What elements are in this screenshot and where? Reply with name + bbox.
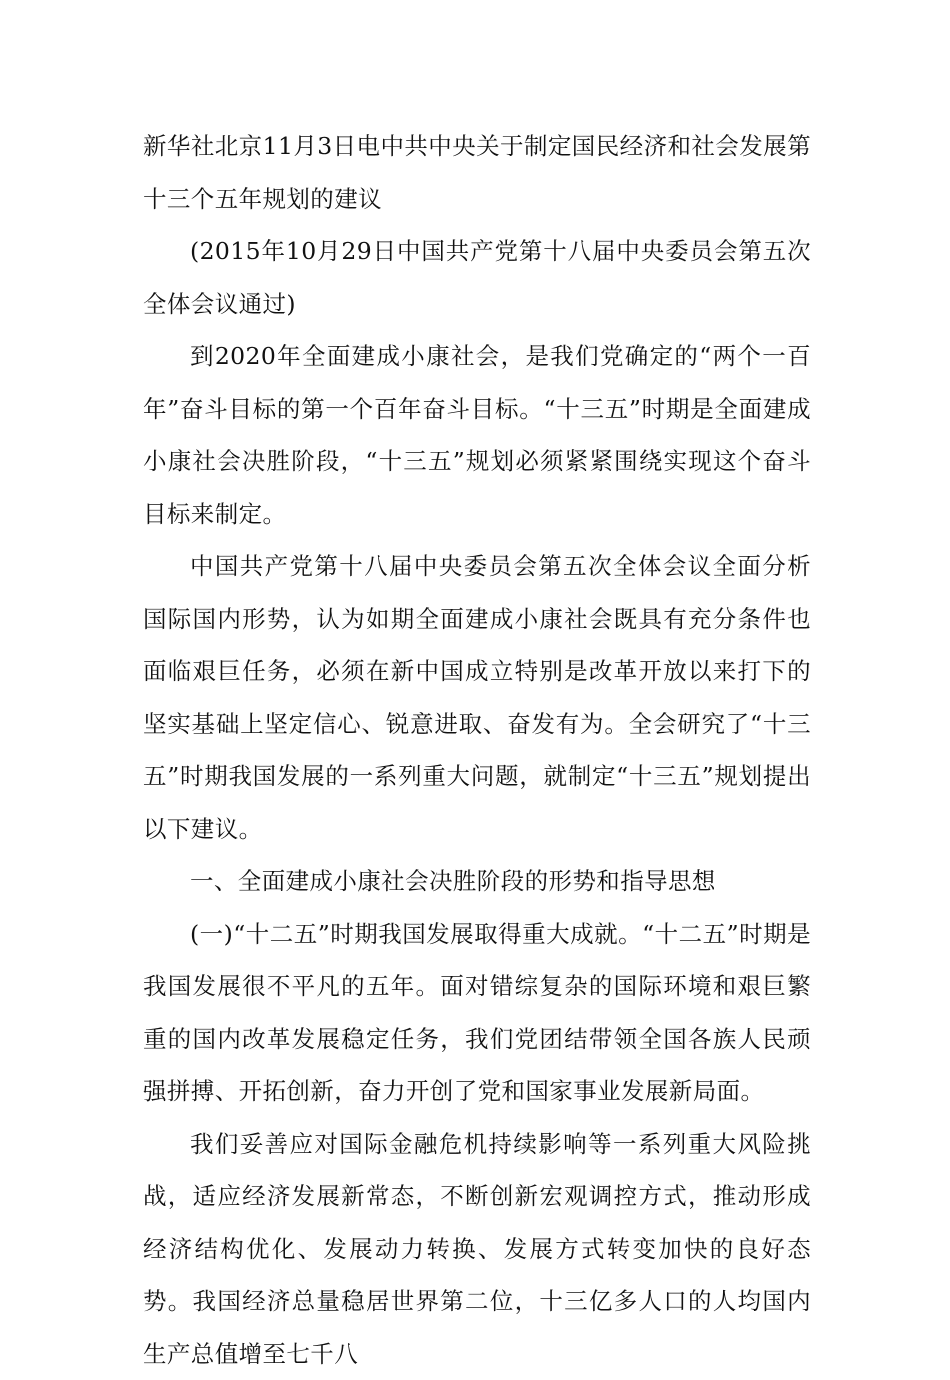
- adoption-note-paragraph: (2015年10月29日中国共产党第十八届中央委员会第五次全体会议通过): [143, 225, 811, 330]
- body-paragraph: (一)“十二五”时期我国发展取得重大成就。“十二五”时期是我国发展很不平凡的五年。面对错综复杂的国际环境和艰巨繁重的国内改革发展稳定任务，我们党团结带领全国各族人民顽强拼搏、开拓创新，奋力开创了党和国家事业发展新局面。: [143, 908, 811, 1118]
- body-paragraph: 中国共产党第十八届中央委员会第五次全体会议全面分析国际国内形势，认为如期全面建成小康社会既具有充分条件也面临艰巨任务，必须在新中国成立特别是改革开放以来打下的坚实基础上坚定信心、锐意进取、奋发有为。全会研究了“十三五”时期我国发展的一系列重大问题，就制定“十三五”规划提出以下建议。: [143, 540, 811, 855]
- body-paragraph: 我们妥善应对国际金融危机持续影响等一系列重大风险挑战，适应经济发展新常态，不断创新宏观调控方式，推动形成经济结构优化、发展动力转换、发展方式转变加快的良好态势。我国经济总量稳居世界第二位，十三亿多人口的人均国内生产总值增至七千八: [143, 1118, 811, 1380]
- heading-paragraph: 新华社北京11月3日电中共中央关于制定国民经济和社会发展第十三个五年规划的建议: [143, 120, 811, 225]
- document-body: [143, 120, 811, 1380]
- section-heading: 一、全面建成小康社会决胜阶段的形势和指导思想: [143, 855, 811, 908]
- body-paragraph: 到2020年全面建成小康社会，是我们党确定的“两个一百年”奋斗目标的第一个百年奋斗目标。“十三五”时期是全面建成小康社会决胜阶段，“十三五”规划必须紧紧围绕实现这个奋斗目标来制定。: [143, 330, 811, 540]
